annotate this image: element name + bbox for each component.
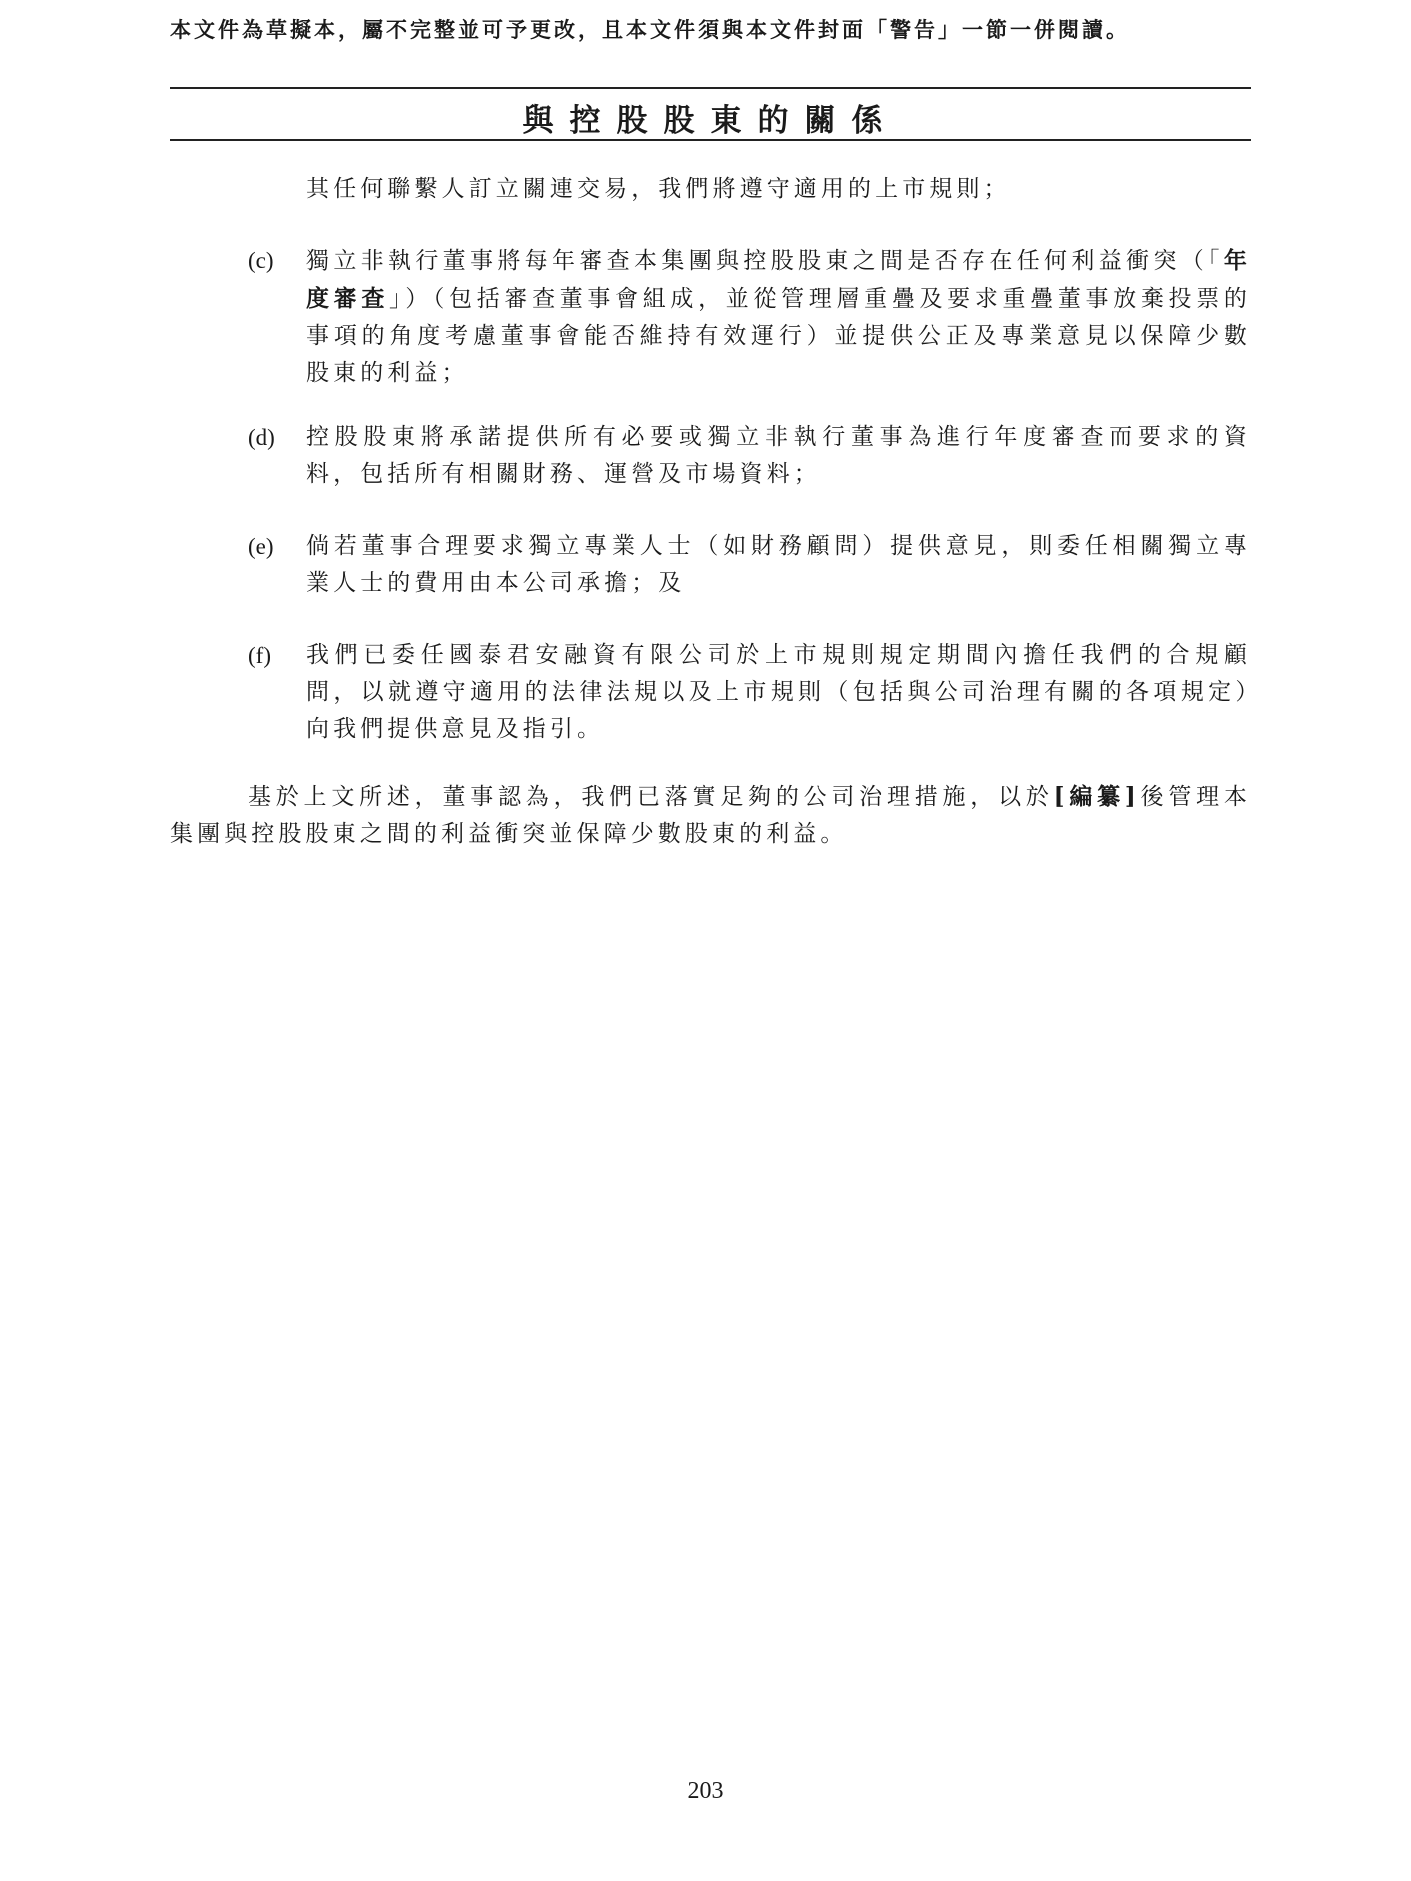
redacted-placeholder: [編纂] bbox=[1053, 783, 1140, 810]
conclusion-text-part: 基於上文所述，董事認為，我們已落實足夠的公司治理措施，以於 bbox=[248, 784, 1054, 810]
list-item-text: 控股股東將承諾提供所有必要或獨立非執行董事為進行年度審查而要求的資料，包括所有相關財務、運營及市場資料； bbox=[306, 424, 1251, 487]
conclusion-text-part: 後管理本集團與控股股東之間的利益衝突並保障少數股東的利益。 bbox=[170, 784, 1251, 847]
page-number: 203 bbox=[687, 1778, 724, 1804]
draft-warning-notice: 本文件為草擬本，屬不完整並可予更改，且本文件須與本文件封面「警告」一節一併閱讀。 bbox=[170, 17, 1130, 42]
list-item-text-part: 獨立非執行董事將每年審查本集團與控股股東之間是否存在任何利益衝突（「 bbox=[306, 248, 1224, 274]
list-item-text: 我們已委任國泰君安融資有限公司於上市規則規定期間內擔任我們的合規顧問，以就遵守適用的法律法規以及上市規則（包括與公司治理有關的各項規定）向我們提供意見及指引。 bbox=[306, 642, 1251, 742]
continued-item-text: 其任何聯繫人訂立關連交易，我們將遵守適用的上市規則； bbox=[306, 176, 1011, 202]
conclusion-paragraph bbox=[170, 778, 1251, 853]
list-item-label: (d) bbox=[248, 425, 275, 450]
list-item-label: (f) bbox=[248, 643, 271, 668]
list-item-label: (c) bbox=[248, 248, 274, 273]
section-title: 與控股股東的關係 bbox=[522, 103, 899, 139]
list-item-text-part: 」）（包括審查董事會組成，並從管理層重疊及要求重疊董事放棄投票的事項的角度考慮董事會能否維持有效運行）並提供公正及專業意見以保障少數股東的利益； bbox=[306, 286, 1251, 386]
list-item-text bbox=[306, 242, 1251, 392]
title-bottom-rule bbox=[170, 139, 1251, 141]
title-top-rule bbox=[170, 87, 1251, 89]
defined-term-annual-review: 年度審查 bbox=[306, 247, 1251, 312]
list-item-label: (e) bbox=[248, 534, 274, 559]
list-item-text: 倘若董事合理要求獨立專業人士（如財務顧問）提供意見，則委任相關獨立專業人士的費用由本公司承擔；及 bbox=[306, 533, 1251, 596]
